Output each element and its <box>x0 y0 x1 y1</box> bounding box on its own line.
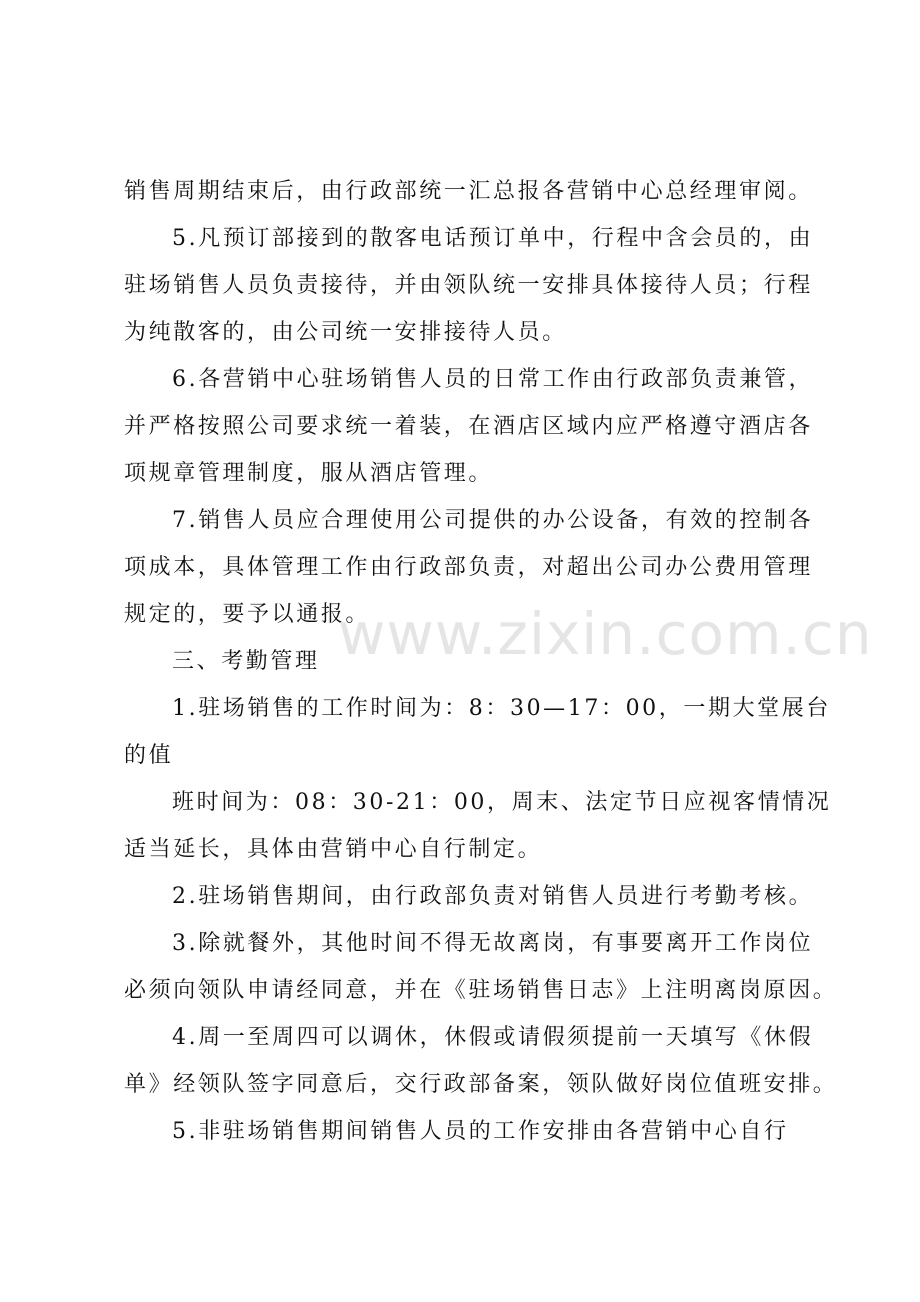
text-line: 班时间为：08：30-21：00，周末、法定节日应视客情情况 <box>172 790 832 815</box>
text-line: 7.销售人员应合理使用公司提供的办公设备，有效的控制各 <box>172 508 814 533</box>
text-line: 1.驻场销售的工作时间为：8：30—17：00，一期大堂展台 <box>172 696 831 721</box>
text-line: 规定的，要予以通报。 <box>124 602 371 627</box>
text-line: 驻场销售人员负责接待，并由领队统一安排具体接待人员；行程 <box>124 273 813 298</box>
text-line: 必须向领队申请经同意，并在《驻场销售日志》上注明离岗原因。 <box>124 978 838 1003</box>
text-line: 项规章管理制度，服从酒店管理。 <box>124 461 494 486</box>
text-line: 的值 <box>124 743 174 768</box>
document-body <box>124 168 838 1155</box>
text-line: 项成本，具体管理工作由行政部负责，对超出公司办公费用管理 <box>124 555 813 580</box>
text-line: 5.非驻场销售期间销售人员的工作安排由各营销中心自行 <box>172 1119 789 1144</box>
text-line: 4.周一至周四可以调休，休假或请假须提前一天填写《休假 <box>172 1025 814 1050</box>
text-line: 2.驻场销售期间，由行政部负责对销售人员进行考勤考核。 <box>172 884 814 909</box>
text-line: 并严格按照公司要求统一着装，在酒店区域内应严格遵守酒店各 <box>124 414 813 439</box>
text-line: 5.凡预订部接到的散客电话预订单中，行程中含会员的，由 <box>172 226 814 251</box>
text-line: 单》经领队签字同意后，交行政部备案，领队做好岗位值班安排。 <box>124 1072 838 1097</box>
text-line: 为纯散客的，由公司统一安排接待人员。 <box>124 320 567 345</box>
section-heading: 三、考勤管理 <box>172 649 320 674</box>
text-line: 销售周期结束后，由行政部统一汇总报各营销中心总经理审阅。 <box>124 179 813 204</box>
text-line: 适当延长，具体由营销中心自行制定。 <box>124 837 543 862</box>
text-line: 3.除就餐外，其他时间不得无故离岗，有事要离开工作岗位 <box>172 931 814 956</box>
text-line: 6.各营销中心驻场销售人员的日常工作由行政部负责兼管， <box>172 367 814 392</box>
watermark: www.zixin.com.cn <box>338 600 873 668</box>
